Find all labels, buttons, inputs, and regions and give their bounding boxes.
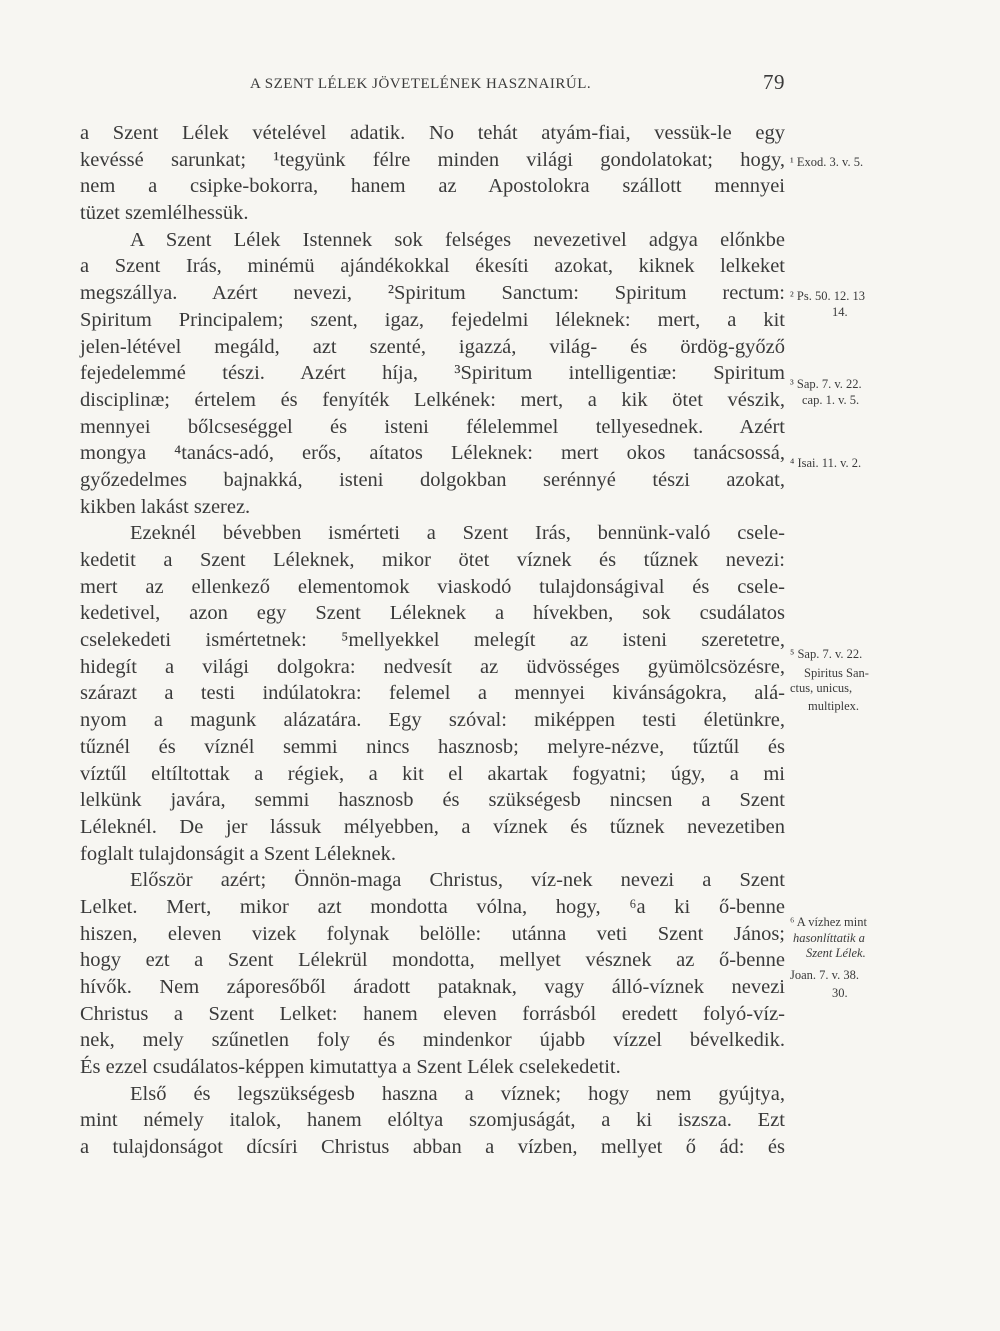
text-line: hidegít a világi dolgokra: nedvesít az üdvösséges gyümölcsözésre, [80, 655, 785, 678]
text-line: víztűl eltíltottak a régiek, a kit el akartak fogyatni; úgy, a mi [80, 762, 785, 785]
margin-note: ⁵ Sap. 7. v. 22. [790, 647, 863, 661]
margin-note: ¹ Exod. 3. v. 5. [790, 155, 864, 169]
text-line: kevéssé sarunkat; ¹tegyünk félre minden világi gondolatokat; hogy, [80, 148, 785, 171]
running-title: A SZENT LÉLEK JÖVETELÉNEK HASZNAIRÚL. [250, 76, 592, 92]
text-line: cselekedeti ismértetnek: ⁵mellyekkel melegít az isteni szeretetre, [80, 629, 785, 652]
text-line: És ezzel csudálatos-képpen kimutattya a Szent Lélek cselekedetit. [80, 1056, 621, 1079]
margin-note: Joan. 7. v. 38. [790, 968, 859, 982]
text-line: lelkünk javára, semmi hasznosb és szükségesb nincsen a Szent [80, 789, 785, 812]
text-line: hiszen, eleven vizek folynak belölle: utánna veti Szent János; [80, 922, 785, 945]
text-line: megszállya. Azért nevezi, ²Spiritum Sanctum: Spiritum rectum: [80, 282, 785, 305]
margin-note: multiplex. [808, 699, 860, 713]
text-line: a Szent Irás, minémü ajándékokkal ékesíti azokat, kiknek lelkeket [80, 255, 785, 278]
text-line: Lelket. Mert, mikor azt mondotta vólna, hogy, ⁶a ki ő-benne [80, 895, 785, 918]
text-line: kedetit a Szent Léleknek, mikor ötet víznek és tűznek nevezi: [80, 549, 785, 571]
text-line: mennyei bőlcseséggel és isteni félelemmel tellyesednek. Azért [80, 415, 785, 438]
margin-note: 30. [832, 986, 848, 1000]
text-line: hogy ezt a Szent Lélekrül mondotta, mellyet vésznek az ő-benne [80, 949, 785, 972]
text-line: nyom a magunk alázatára. Egy szóval: miképpen testi életünkre, [80, 709, 785, 732]
margin-note: ⁶ A vízhez mint [790, 915, 867, 929]
text-line: Léleknél. De jer lássuk mélyebben, a víznek és tűznek nevezetiben [80, 815, 785, 838]
text-line: Christus a Szent Lelket: hanem eleven forrásból eredett folyó-víz- [80, 1002, 785, 1025]
text-line: mongya ⁴tanács-adó, erős, aítatos Léleknek: mert okos tanácsossá, [80, 442, 785, 465]
text-line: Először azért; Önnön-maga Christus, víz-nek nevezi a Szent [130, 869, 785, 892]
text-line: tűznél és víznél semmi nincs hasznosb; melyre-nézve, tűztűl és [80, 735, 785, 758]
text-line: jelen-létével megáld, azt szenté, igazzá, világ- és ördög-győző [80, 335, 785, 358]
margin-note: Spiritus San- [804, 666, 869, 680]
text-line: Spiritum Principalem; szent, igaz, fejedelmi léleknek: mert, a kit [80, 308, 785, 331]
text-line: mert az ellenkező elementomok viaskodó tulajdonságival és csele- [80, 575, 785, 598]
text-line: tüzet szemlélhessük. [80, 202, 249, 225]
text-line: a tulajdonságot dícsíri Christus abban a vízben, mellyet ő ád: és [80, 1136, 785, 1159]
text-line: nek, mely szűnetlen foly és mindenkor újabb vízzel bévelkedik. [80, 1029, 785, 1052]
text-line: Ezeknél bévebben ismérteti a Szent Irás, bennünk-való csele- [130, 522, 785, 545]
text-line: kikben lakást szerez. [80, 495, 251, 518]
margin-note: 14. [832, 305, 848, 319]
text-line: A Szent Lélek Istennek sok felséges nevezetivel adgya előnkbe [130, 228, 785, 251]
text-line: kedetivel, azon egy Szent Léleknek a hívekben, sok csudálatos [80, 602, 785, 625]
text-line: mint némely italok, hanem elóltya szomjuságát, a ki iszsza. Ezt [80, 1109, 785, 1132]
text-line: nem a csipke-bokorra, hanem az Apostolokra szállott mennyei [80, 175, 785, 198]
text-line: fejedelemmé tészi. Azért híja, ³Spiritum intelligentiæ: Spiritum [80, 362, 785, 385]
margin-note: ctus, unicus, [790, 681, 853, 695]
page-number: 79 [763, 70, 785, 94]
text-line: foglalt tulajdonságit a Szent Léleknek. [80, 842, 396, 865]
margin-note: ² Ps. 50. 12. 13 [790, 289, 865, 303]
margin-note: ⁴ Isai. 11. v. 2. [790, 456, 862, 470]
text-line: hívők. Nem záporesőből áradott pataknak, vagy álló-víznek nevezi [80, 976, 785, 998]
body-text [80, 120, 785, 1161]
text-line: győzedelmes bajnakká, isteni dolgokban serénnyé tészi azokat, [80, 468, 785, 491]
text-line: disciplinæ; értelem és fenyíték Lelkének: mert, a kik ötet vészik, [80, 388, 785, 411]
margin-note: cap. 1. v. 5. [802, 393, 860, 407]
text-line: a Szent Lélek vételével adatik. No tehát atyám-fiai, vessük-le egy [80, 122, 785, 144]
margin-note: hasonlíttatik a [793, 931, 865, 945]
margin-note: Szent Lélek. [806, 946, 866, 960]
text-line: szárazt a testi indúlatokra: felemel a mennyei kivánságokra, alá- [80, 682, 785, 705]
margin-note: ³ Sap. 7. v. 22. [790, 377, 862, 391]
text-line: Első és legszükségesb haszna a víznek; hogy nem gyújtya, [130, 1082, 785, 1105]
